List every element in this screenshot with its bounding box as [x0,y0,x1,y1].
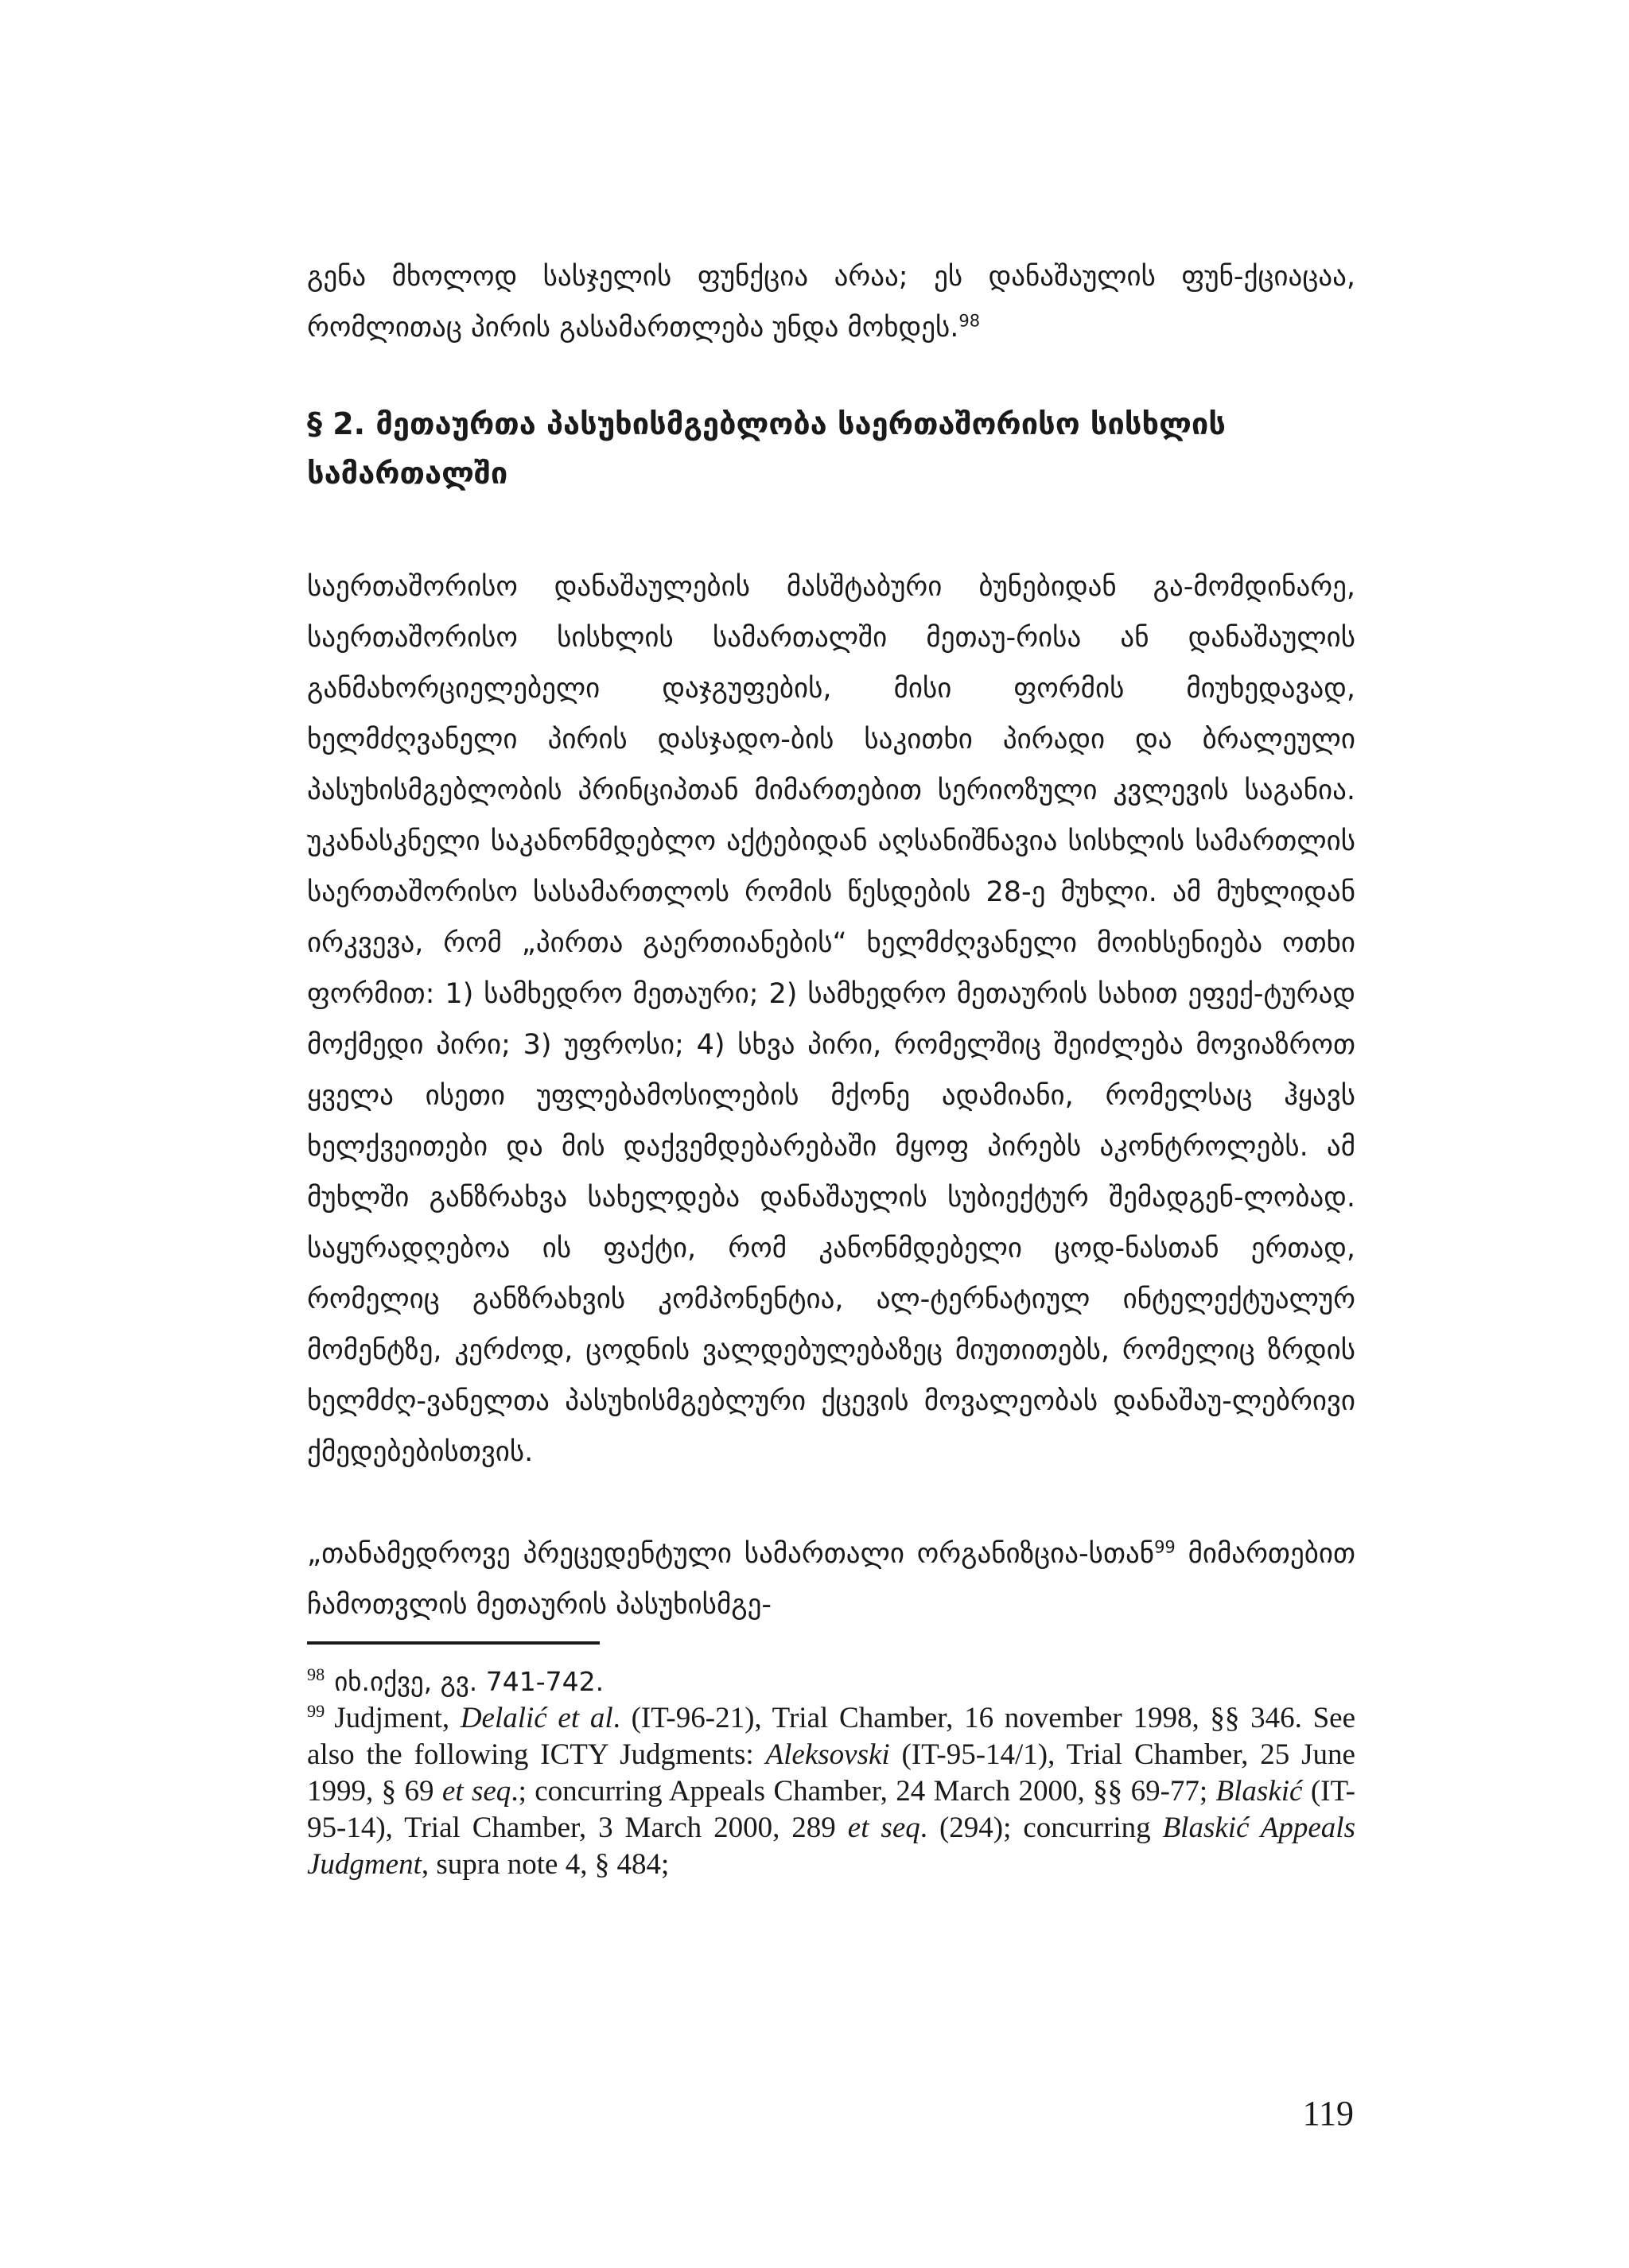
page-number: 119 [1302,2094,1354,2133]
footnote-text-part: Judjment, [334,1702,461,1734]
latin-term: et seq [847,1812,920,1844]
footnote-text-part: (IT-95-14/1), Trial Chamber, 25 June 1999, § 69 [307,1738,1355,1808]
case-name: Blaskić Appeals Judgment [307,1812,1355,1881]
page-body [307,251,1355,1883]
footnote-number: 99 [307,1700,325,1721]
bottom-paragraph-start: „თანამედროვე პრეცედენტული სამართალი ორგანიზცია-სთან [307,1538,1155,1570]
footnote-divider [307,1641,600,1645]
main-paragraph: საერთაშორისო დანაშაულების მასშტაბური ბუნებიდან გა-მომდინარე, საერთაშორისო სისხლის სამართალში მეთაუ-რისა ან დანაშაულის განმახორციელებელი დაჯგუფების, მისი ფორმის მიუხედავად, ხელმძღვანელი პირის დასჯადო-ბის საკითხი პირადი და ბრალეული პასუხისმგებლობის პრინციპთან მიმართებით სერიოზული კვლევის საგანია. უკანასკნელი საკანონმდებლო აქტებიდან აღსანიშნავია სისხლის სამართლის საერთაშორისო სასამართლოს რომის წესდების 28-ე მუხლი. ამ მუხლიდან ირკვევა, რომ „პირთა გაერთიანების“ ხელმძღვანელი მოიხსენიება ოთხი ფორმით: 1) სამხედრო მეთაური; 2) სამხედრო მეთაურის სახით ეფექ-ტურად მოქმედი პირი; 3) უფროსი; 4) სხვა პირი, რომელშიც შეიძლება მოვიაზროთ ყველა ისეთი უფლებამოსილების მქონე ადამიანი, რომელსაც ჰყავს ხელქვეითები და მის დაქვემდებარებაში მყოფ პირებს აკონტროლებს. ამ მუხლში განზრახვა სახელდება დანაშაულის სუბიექტურ შემადგენ-ლობად. საყურადღებოა ის ფაქტი, რომ კანონმდებელი ცოდ-ნასთან ერთად, რომელიც განზრახვის კომპონენტია, ალ-ტერნატიულ ინტელექტუალურ მომენტზე, კერძოდ, ცოდნის ვალდებულებაზეც მიუთითებს, რომელიც ზრდის ხელმძღ-ვანელთა პასუხისმგებლური ქცევის მოვალეობას დანაშაუ-ლებრივი ქმედებებისთვის. [307,571,1355,1468]
footnote-98 [307,1664,1355,1700]
latin-term: et seq [441,1775,511,1808]
bottom-paragraph-end: მიმართებით ჩამოთვლის მეთაურის პასუხისმგე- [307,1538,1355,1621]
footnote-text-part: (IT-95-14), Trial Chamber, 3 March 2000, 289 [307,1775,1356,1844]
case-name: Delalić et al [460,1702,613,1734]
top-paragraph [307,251,1355,353]
footnote-text-part: .; concurring Appeals Chamber, 24 March 2000, §§ 69-77; [511,1775,1216,1808]
top-paragraph-text: გენა მხოლოდ სასჯელის ფუნქცია არაა; ეს დანაშაულის ფუნ-ქციაცაა, რომლითაც პირის გასამართლება უნდა მოხდეს. [307,261,1355,344]
bottom-paragraph [307,1528,1355,1630]
case-name: Aleksovski [765,1738,890,1771]
section-heading: § 2. მეთაურთა პასუხისმგებლობა საერთაშორისო სისხლის სამართალში [307,406,1226,491]
case-name: Blaskić [1215,1775,1303,1808]
footnote-text-part: , supra note 4, § 484; [421,1848,670,1881]
footnote-ref-99: 99 [1154,1537,1176,1557]
footnote-ref-98: 98 [958,311,981,331]
footnote-text-part: . (294); concurring [919,1812,1163,1844]
footnote-text: იხ.იქვე, გვ. 741-742. [334,1666,605,1697]
footnote-number: 98 [307,1664,325,1684]
footnote-99 [307,1700,1355,1883]
footnote-text-part: . (IT-96-21), Trial Chamber, 16 november 1998, §§ 346. See also the following ICTY Judgments: [307,1702,1355,1771]
